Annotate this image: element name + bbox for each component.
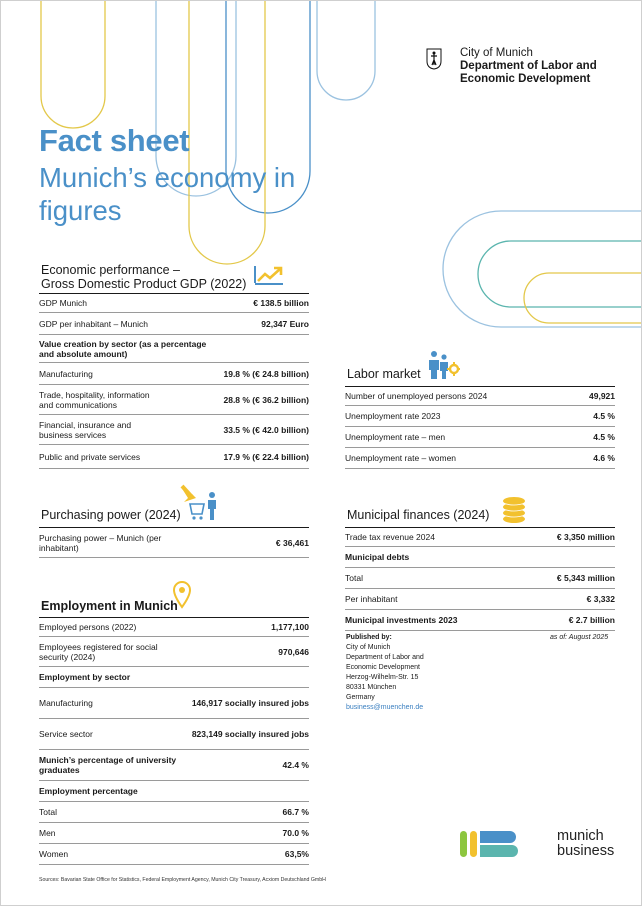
employment-subheading: Employment by sector — [39, 667, 186, 688]
employment-label: Total — [39, 802, 186, 823]
gdp-label: GDP Munich — [39, 294, 164, 313]
employment-label: Munich’s percentage of university graduates — [39, 750, 186, 781]
publisher-line: Germany — [346, 694, 375, 701]
brand-line1: munich — [557, 828, 604, 844]
gdp-value: 19.8 % (€ 24.8 billion) — [164, 363, 309, 385]
location-pin-icon — [173, 581, 191, 609]
employment-label: Women — [39, 844, 186, 865]
table-row — [39, 823, 309, 844]
finances-section-title: Municipal finances (2024) — [347, 508, 490, 522]
table-row — [39, 385, 309, 415]
finances-table — [345, 527, 615, 631]
publisher-line: City of Munich — [346, 644, 391, 651]
employment-value: 823,149 socially insured jobs — [186, 719, 309, 750]
employment-value: 970,646 — [186, 637, 309, 667]
table-row — [39, 802, 309, 823]
labor-value: 4.6 % — [573, 448, 615, 469]
publisher-line: Department of Labor and — [346, 654, 424, 661]
employment-value: 66.7 % — [186, 802, 309, 823]
gdp-section-title — [41, 263, 246, 291]
table-row — [345, 568, 615, 589]
shopping-cart-icon — [178, 484, 220, 522]
brand-wordmark — [557, 829, 614, 859]
table-row — [345, 610, 615, 631]
gdp-label: Public and private services — [39, 445, 164, 469]
employment-label: Men — [39, 823, 186, 844]
sources-footnote: Sources: Bavarian State Office for Statistics, Federal Employment Agency, Munich City Treasury, Acxiom Deutschland GmbH — [39, 877, 326, 883]
table-row — [345, 387, 615, 406]
table-row — [345, 547, 615, 568]
gdp-title-line1: Economic performance – — [41, 263, 180, 277]
publisher-line: 80331 München — [346, 684, 397, 691]
munich-crest-icon — [426, 48, 442, 70]
purchasing-section-title: Purchasing power (2024) — [41, 508, 181, 522]
employment-subheading: Employment percentage — [39, 781, 186, 802]
gdp-table — [39, 293, 309, 469]
employment-label: Employed persons (2022) — [39, 618, 186, 637]
finances-value — [523, 547, 615, 568]
table-row — [39, 445, 309, 469]
gdp-label: Financial, insurance and business services — [39, 415, 164, 445]
people-icon — [426, 350, 460, 380]
growth-chart-icon — [253, 264, 285, 286]
gdp-value: 17.9 % (€ 22.4 billion) — [164, 445, 309, 469]
employment-value — [186, 667, 309, 688]
gdp-value: € 138.5 billion — [164, 294, 309, 313]
brand-line2: business — [557, 843, 615, 859]
org-department-line1: Department of Labor and — [460, 60, 597, 72]
publisher-line: Herzog-Wilhelm-Str. 15 — [346, 674, 419, 681]
gdp-subheading: Value creation by sector (as a percentage and absolute amount) — [39, 335, 309, 363]
labor-value: 4.5 % — [573, 406, 615, 427]
table-row — [39, 844, 309, 865]
table-row — [345, 427, 615, 448]
publisher-line: Economic Development — [346, 664, 420, 671]
org-department-line2: Economic Development — [460, 73, 591, 85]
employment-value: 42.4 % — [186, 750, 309, 781]
organization-header — [460, 47, 597, 86]
employment-label: Service sector — [39, 719, 186, 750]
employment-label: Employees registered for social security (2024) — [39, 637, 186, 667]
employment-value: 63,5% — [186, 844, 309, 865]
table-row — [39, 667, 309, 688]
finances-label: Municipal investments 2023 — [345, 610, 523, 631]
gdp-label: Manufacturing — [39, 363, 164, 385]
gdp-label: GDP per inhabitant – Munich — [39, 313, 164, 335]
finances-label: Trade tax revenue 2024 — [345, 528, 523, 547]
gdp-value: 33.5 % (€ 42.0 billion) — [164, 415, 309, 445]
employment-value: 146,917 socially insured jobs — [186, 688, 309, 719]
finances-label: Per inhabitant — [345, 589, 523, 610]
purchasing-table — [39, 527, 309, 558]
table-row — [39, 363, 309, 385]
table-row — [39, 415, 309, 445]
as-of-date: as of: August 2025 — [550, 634, 609, 641]
table-row — [345, 448, 615, 469]
finances-value: € 3,350 million — [523, 528, 615, 547]
table-row — [39, 528, 309, 558]
page-subtitle: Munich’s economy in figures — [39, 162, 296, 226]
table-row — [39, 688, 309, 719]
gdp-title-line2: Gross Domestic Product GDP (2022) — [41, 277, 247, 291]
finances-value: € 2.7 billion — [523, 610, 615, 631]
labor-value: 49,921 — [573, 387, 615, 406]
table-row — [39, 781, 309, 802]
gdp-label: Trade, hospitality, information and communications — [39, 385, 164, 415]
employment-value: 70.0 % — [186, 823, 309, 844]
labor-label: Number of unemployed persons 2024 — [345, 387, 573, 406]
table-row — [39, 335, 309, 363]
labor-section-title: Labor market — [347, 367, 421, 381]
labor-table — [345, 386, 615, 469]
table-row — [39, 637, 309, 667]
org-city: City of Munich — [460, 47, 533, 59]
finances-value: € 5,343 million — [523, 568, 615, 589]
labor-label: Unemployment rate – women — [345, 448, 573, 469]
labor-label: Unemployment rate – men — [345, 427, 573, 448]
employment-value — [186, 781, 309, 802]
gdp-value: 92,347 Euro — [164, 313, 309, 335]
purchasing-value: € 36,461 — [189, 528, 309, 558]
employment-table — [39, 617, 309, 865]
table-row — [39, 719, 309, 750]
employment-value: 1,177,100 — [186, 618, 309, 637]
purchasing-label: Purchasing power – Munich (per inhabitant) — [39, 528, 189, 558]
table-row — [345, 528, 615, 547]
coins-icon — [498, 494, 528, 524]
labor-value: 4.5 % — [573, 427, 615, 448]
table-row — [39, 313, 309, 335]
table-row — [39, 750, 309, 781]
publisher-block — [346, 633, 424, 713]
labor-label: Unemployment rate 2023 — [345, 406, 573, 427]
page-title: Fact sheet — [39, 123, 190, 158]
finances-subheading: Municipal debts — [345, 547, 523, 568]
table-row — [39, 618, 309, 637]
publisher-email-link[interactable]: business@muenchen.de — [346, 704, 424, 711]
employment-label: Manufacturing — [39, 688, 186, 719]
table-row — [345, 406, 615, 427]
table-row — [39, 294, 309, 313]
table-row — [345, 589, 615, 610]
munich-business-logo-icon — [460, 827, 520, 857]
publisher-heading: Published by: — [346, 634, 392, 641]
finances-label: Total — [345, 568, 523, 589]
gdp-value: 28.8 % (€ 36.2 billion) — [164, 385, 309, 415]
finances-value: € 3,332 — [523, 589, 615, 610]
employment-section-title: Employment in Munich — [41, 599, 178, 613]
